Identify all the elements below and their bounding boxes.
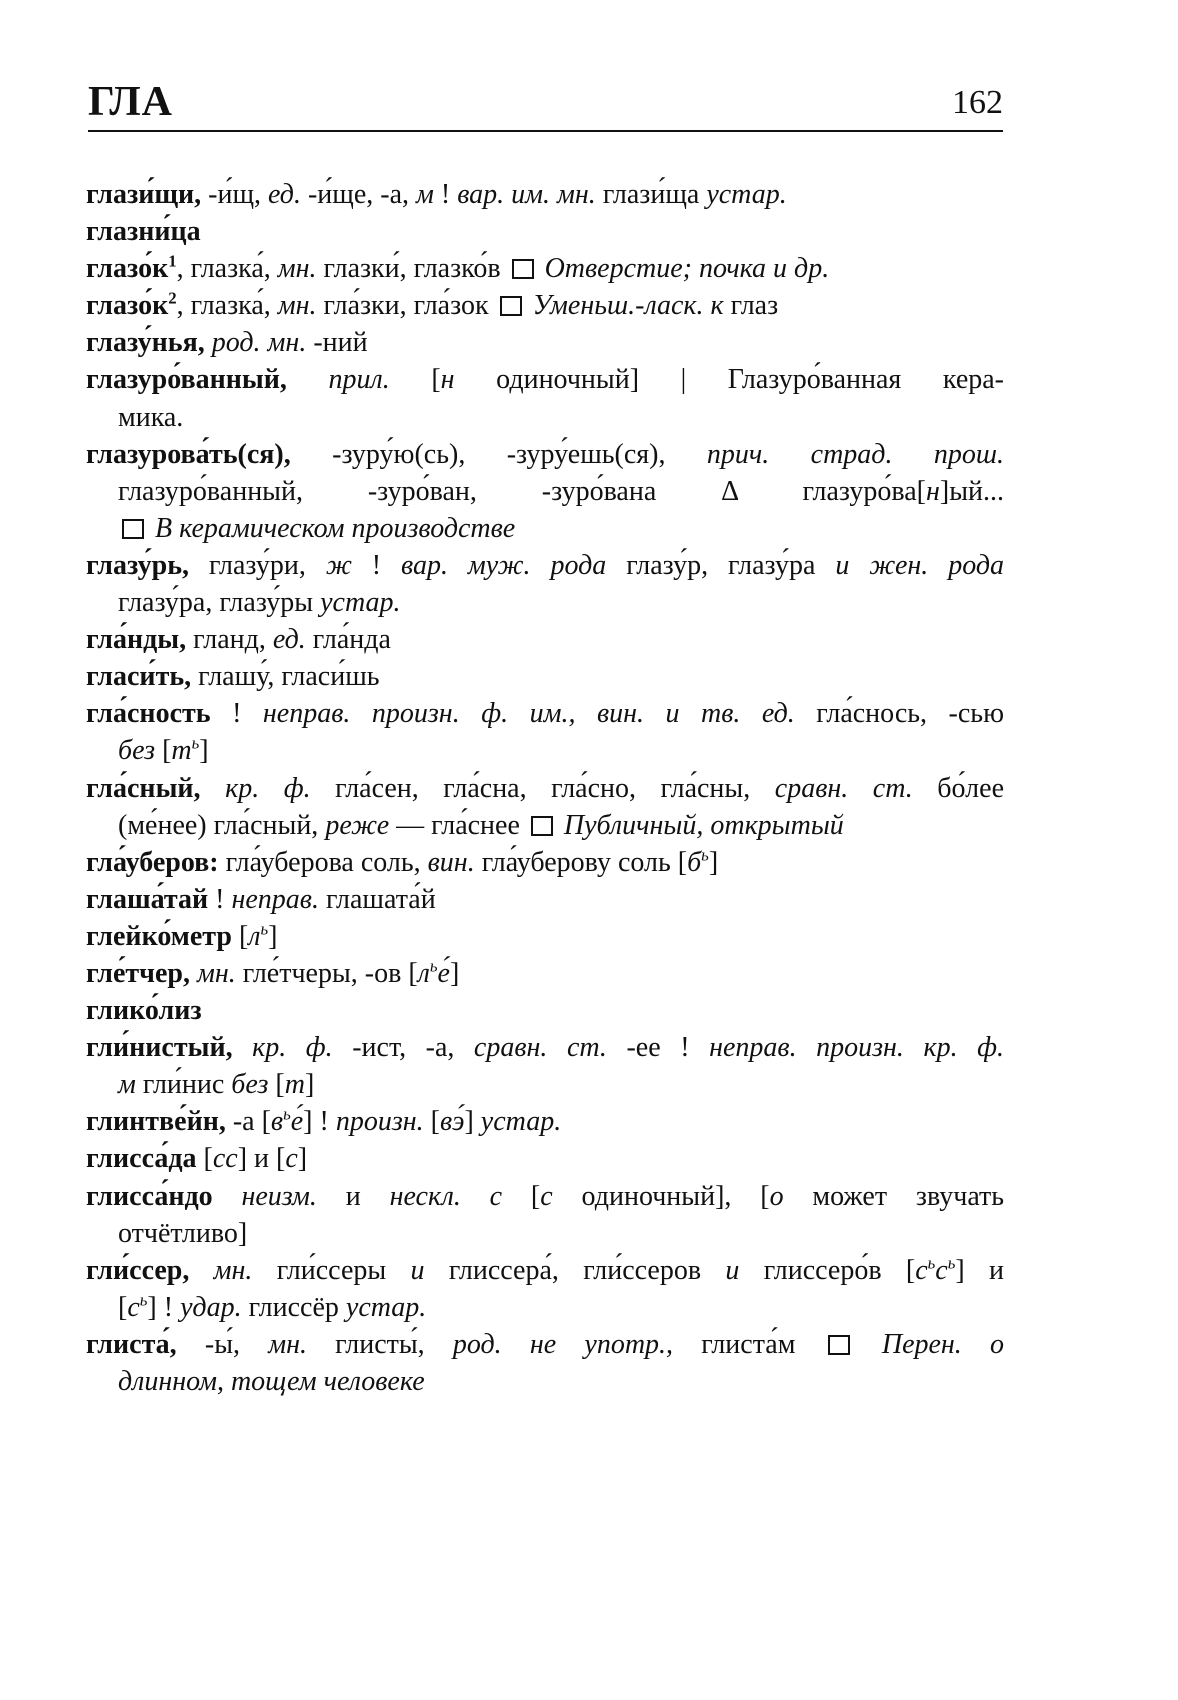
entry-line xyxy=(86,992,1004,1029)
grammar-label: прич. страд. прош. xyxy=(706,438,1004,470)
grammar-label: без xyxy=(231,1069,269,1101)
entry-text: бо́лее xyxy=(912,772,1004,804)
grammar-label: н xyxy=(925,475,940,507)
grammar-label: б xyxy=(687,846,702,878)
entry-line xyxy=(86,621,1004,658)
grammar-label: сс xyxy=(212,1143,238,1175)
dictionary-entry xyxy=(86,436,1004,547)
headword: глико́лиз xyxy=(86,995,202,1027)
entry-text: одиночный], [ xyxy=(552,1180,770,1212)
entry-text: ! xyxy=(433,179,458,210)
headword: глинтве́йн, xyxy=(86,1106,226,1138)
headword: глейко́метр xyxy=(86,920,232,952)
entry-line xyxy=(86,510,1004,547)
entry-line xyxy=(86,918,1004,955)
entry-line xyxy=(86,176,1004,213)
entry-text: -ее ! xyxy=(606,1032,710,1064)
entry-text: гле́тчеры, -ов [ xyxy=(235,957,418,989)
entry-text: ] xyxy=(449,957,460,989)
grammar-label: устар. xyxy=(345,1291,427,1323)
softness-mark: ь xyxy=(283,1105,291,1125)
entry-text: глисты́, xyxy=(306,1328,453,1360)
headword: глазни́ца xyxy=(86,216,201,248)
entry-line xyxy=(86,287,1004,324)
entry-text: (ме́нее) гла́сный, xyxy=(118,809,326,841)
grammar-label: произн. xyxy=(335,1106,424,1138)
entry-line xyxy=(86,547,1004,584)
entry-text: глазу́ри, xyxy=(189,549,326,581)
grammar-label: неизм. xyxy=(212,1180,317,1212)
entry-line xyxy=(86,473,1004,510)
headword: глазо́к xyxy=(86,253,169,285)
headword: глиста́, xyxy=(86,1328,177,1360)
grammar-label: нескл. с xyxy=(389,1180,503,1212)
entry-line xyxy=(86,955,1004,992)
dictionary-entry xyxy=(86,918,1004,955)
grammar-label: без xyxy=(118,735,156,767)
dictionary-entry xyxy=(86,1178,1004,1252)
headword: гли́нистый, xyxy=(86,1032,233,1064)
headword: глазуро́ванный, xyxy=(86,364,287,396)
grammar-label: с xyxy=(127,1291,140,1323)
homonym-number: 1 xyxy=(168,251,177,271)
grammar-label: е́ xyxy=(437,957,450,989)
softness-mark: ь xyxy=(260,919,269,939)
entry-text: мика. xyxy=(118,401,184,433)
headword: глазо́к xyxy=(86,290,169,322)
dictionary-entry xyxy=(86,176,1004,213)
entry-text: -и́ще, -а, xyxy=(300,179,417,210)
entry-line xyxy=(86,1029,1004,1066)
dictionary-entry xyxy=(86,658,1004,695)
entry-line xyxy=(86,1066,1004,1103)
entry-text: глиста́м xyxy=(673,1328,824,1360)
entry-text: -и́щ, xyxy=(201,179,269,210)
dictionary-entry xyxy=(86,547,1004,621)
entry-line xyxy=(86,213,1004,250)
grammar-label: род. не употр., xyxy=(452,1328,674,1360)
dictionary-entry xyxy=(86,955,1004,992)
entry-line xyxy=(86,770,1004,807)
entry-text: гла́снось, -сью xyxy=(794,698,1004,730)
entry-text: одиночный] | Глазуро́ванная кера- xyxy=(454,364,1004,396)
grammar-label: с xyxy=(540,1180,553,1212)
dictionary-entry xyxy=(86,1140,1004,1177)
dictionary-entry xyxy=(86,1029,1004,1103)
grammar-label: е́ xyxy=(290,1106,304,1138)
entry-text: глашу́, гласи́шь xyxy=(191,661,380,693)
entry-line xyxy=(86,436,1004,473)
grammar-label: и жен. рода xyxy=(835,549,1004,581)
entry-text: [ xyxy=(155,735,172,767)
entry-line xyxy=(86,695,1004,732)
grammar-label: л xyxy=(417,957,430,989)
headword: глаша́тай xyxy=(86,883,209,915)
grammar-label: н xyxy=(440,364,455,396)
softness-mark: ь xyxy=(701,845,709,865)
softness-mark: ь xyxy=(139,1290,148,1310)
entry-line xyxy=(86,807,1004,844)
entry-text: глази́ща xyxy=(595,179,707,210)
entry-line xyxy=(86,584,1004,621)
grammar-label: ед. xyxy=(268,179,301,210)
dictionary-entry xyxy=(86,213,1004,250)
grammar-label: Публичный, открытый xyxy=(556,809,844,841)
entry-text: ! xyxy=(351,549,402,581)
entry-text: отчётливо] xyxy=(118,1217,248,1249)
entry-line xyxy=(86,250,1004,287)
entry-text: [ xyxy=(231,920,249,952)
grammar-label: реже xyxy=(325,809,390,841)
meaning-box-icon xyxy=(531,816,553,836)
headword: глазу́нья, xyxy=(86,327,205,359)
dictionary-entry xyxy=(86,324,1004,361)
grammar-label: Уменьш.-ласк. к xyxy=(525,290,724,322)
grammar-label: мн. xyxy=(277,290,317,322)
dictionary-entry xyxy=(86,287,1004,324)
headword: гласи́ть, xyxy=(86,661,192,693)
grammar-label: Отверстие; почка и др. xyxy=(537,253,830,285)
dictionary-entry xyxy=(86,844,1004,881)
entry-text: -ы́, xyxy=(176,1328,269,1360)
meaning-box-icon xyxy=(828,1335,850,1355)
grammar-label: В керамическом производстве xyxy=(148,512,516,544)
entry-line xyxy=(86,1215,1004,1252)
entry-line xyxy=(86,324,1004,361)
entry-text: гли́нис xyxy=(135,1069,232,1101)
entry-line xyxy=(86,658,1004,695)
softness-mark: ь xyxy=(947,1253,956,1273)
entry-line xyxy=(86,1178,1004,1215)
headword: гла́сность xyxy=(86,698,211,730)
grammar-label: вар. муж. рода xyxy=(401,549,607,581)
headword: глисса́да xyxy=(86,1143,197,1175)
headword: гла́уберов: xyxy=(86,846,219,878)
grammar-label: прил. xyxy=(286,364,390,396)
entry-text: ! xyxy=(210,698,263,730)
entry-text: глиссеро́в [ xyxy=(739,1254,916,1286)
headword: гле́тчер, xyxy=(86,957,190,989)
headword: глисса́ндо xyxy=(86,1180,213,1212)
entry-text: ]ый... xyxy=(939,475,1004,507)
dictionary-entry xyxy=(86,881,1004,918)
grammar-label: Перен. о xyxy=(853,1328,1005,1360)
headword: глази́щи, xyxy=(86,179,202,210)
grammar-label: вэ́ xyxy=(439,1106,465,1138)
entry-text: [ xyxy=(423,1106,440,1138)
dictionary-entry xyxy=(86,361,1004,435)
grammar-label: сравн. ст. xyxy=(473,1032,607,1064)
entry-text: [ xyxy=(268,1069,285,1101)
entry-text: глазу́р, глазу́ра xyxy=(606,549,836,581)
homonym-number: 2 xyxy=(168,288,177,308)
dictionary-entry xyxy=(86,1326,1004,1400)
grammar-label: устар. xyxy=(706,179,787,210)
grammar-label: л xyxy=(248,920,261,952)
grammar-label: устар. xyxy=(480,1106,562,1138)
headword: гли́ссер, xyxy=(86,1254,190,1286)
dictionary-entry xyxy=(86,250,1004,287)
meaning-box-icon xyxy=(500,296,522,316)
entry-text: ] ! xyxy=(303,1106,336,1138)
grammar-label: мн. xyxy=(189,1254,253,1286)
entry-text: гла́сен, гла́сна, гла́сно, гла́сны, xyxy=(310,772,775,804)
grammar-label: неправ. произн. кр. ф. xyxy=(709,1032,1004,1064)
grammar-label: о xyxy=(769,1180,784,1212)
grammar-label: удар. xyxy=(180,1291,242,1323)
grammar-label: вин. xyxy=(427,846,475,878)
grammar-label: м xyxy=(118,1069,136,1101)
entry-text: [ xyxy=(502,1180,541,1212)
grammar-label: вар. им. мн. xyxy=(457,179,596,210)
grammar-label: с xyxy=(935,1254,948,1286)
grammar-label: длинном, тощем человеке xyxy=(118,1366,425,1397)
entry-line xyxy=(86,881,1004,918)
dictionary-entry xyxy=(86,1252,1004,1326)
page-number: 162 xyxy=(952,84,1003,121)
entry-text: ] xyxy=(268,920,278,952)
entry-text: глаз xyxy=(723,290,779,322)
grammar-label: и xyxy=(410,1254,425,1286)
entry-text: глашата́й xyxy=(318,883,436,915)
entry-text: -зуру́ю(сь), -зуру́ешь(ся), xyxy=(290,438,707,470)
headword: глазу́рь, xyxy=(86,549,190,581)
entry-text: ! xyxy=(208,883,232,915)
entry-text: ] и [ xyxy=(237,1143,286,1175)
entry-line xyxy=(86,399,1004,436)
entry-text: ] xyxy=(464,1106,481,1138)
entry-line xyxy=(86,1363,1004,1400)
grammar-label: в xyxy=(270,1106,284,1138)
headword: гла́нды, xyxy=(86,624,187,656)
entry-text: ] и xyxy=(955,1254,1004,1286)
guide-word: ГЛА xyxy=(88,79,174,125)
dictionary-entry xyxy=(86,1103,1004,1140)
meaning-box-icon xyxy=(122,519,144,539)
grammar-label: с xyxy=(285,1143,298,1175)
grammar-label: ж xyxy=(325,549,352,581)
entry-text: глиссера́, гли́ссеров xyxy=(424,1254,726,1286)
entry-text: -а [ xyxy=(225,1106,271,1138)
softness-mark: ь xyxy=(927,1253,936,1273)
entry-text: -ний xyxy=(306,327,368,359)
entry-text: гла́нда xyxy=(305,624,391,656)
entry-line xyxy=(86,1289,1004,1326)
entry-text: ] xyxy=(297,1143,308,1175)
entry-text: -ист, -а, xyxy=(332,1032,474,1064)
entry-text: гланд, xyxy=(186,624,273,656)
softness-mark: ь xyxy=(429,956,438,976)
grammar-label: неправ. произн. ф. им., вин. и тв. ед. xyxy=(262,698,795,730)
entry-text: , глазка́, xyxy=(176,253,278,285)
softness-mark: ь xyxy=(191,734,200,754)
entry-text: глазки́, глазко́в xyxy=(316,253,508,285)
entry-text: гла́зки, гла́зок xyxy=(316,290,496,322)
entry-line xyxy=(86,1103,1004,1140)
grammar-label: и xyxy=(725,1254,740,1286)
entry-text: гла́уберова соль, xyxy=(218,846,428,878)
grammar-label: м xyxy=(416,179,434,210)
entry-line xyxy=(86,1140,1004,1177)
grammar-label: т xyxy=(284,1069,305,1101)
running-header xyxy=(88,78,1003,132)
grammar-label: кр. ф. xyxy=(200,772,311,804)
entry-text: и xyxy=(316,1180,390,1212)
grammar-label: т xyxy=(171,735,192,767)
headword: глазурова́ть(ся), xyxy=(86,438,291,470)
entry-text: ] xyxy=(199,735,209,767)
grammar-label: неправ. xyxy=(231,883,319,915)
entry-text: [ xyxy=(389,364,441,396)
grammar-label: сравн. ст. xyxy=(774,772,913,804)
entry-text: [ xyxy=(118,1291,128,1323)
entry-text: глиссёр xyxy=(241,1291,346,1323)
entry-text: ] xyxy=(708,846,719,878)
grammar-label: с xyxy=(915,1254,928,1286)
entry-text: ] ! xyxy=(147,1291,181,1323)
grammar-label: мн. xyxy=(268,1328,307,1360)
entry-text: гла́уберову соль [ xyxy=(474,846,688,878)
entry-text: , глазка́, xyxy=(176,290,278,322)
grammar-label: род. мн. xyxy=(204,327,307,359)
entry-text: может звучать xyxy=(783,1180,1005,1212)
dictionary-entry xyxy=(86,770,1004,844)
dictionary-entry xyxy=(86,695,1004,769)
grammar-label: ед. xyxy=(272,624,306,656)
dictionary-entries xyxy=(86,176,1004,1400)
entry-line xyxy=(86,361,1004,398)
entry-line xyxy=(86,1252,1004,1289)
dictionary-entry xyxy=(86,621,1004,658)
meaning-box-icon xyxy=(512,259,534,279)
entry-text: ] xyxy=(304,1069,315,1101)
entry-text: глазуро́ванный, -зуро́ван, -зуро́вана Δ глазуро́ва[ xyxy=(118,475,926,507)
entry-text: гли́ссеры xyxy=(252,1254,411,1286)
grammar-label: кр. ф. xyxy=(232,1032,333,1064)
entry-line xyxy=(86,844,1004,881)
grammar-label: мн. xyxy=(277,253,317,285)
headword: гла́сный, xyxy=(86,772,201,804)
grammar-label: мн. xyxy=(189,957,236,989)
grammar-label: устар. xyxy=(320,587,401,619)
entry-text: — гла́снее xyxy=(389,809,527,841)
entry-line xyxy=(86,732,1004,769)
entry-text: глазу́ра, глазу́ры xyxy=(118,587,321,619)
entry-text: [ xyxy=(196,1143,213,1175)
entry-line xyxy=(86,1326,1004,1363)
dictionary-entry xyxy=(86,992,1004,1029)
